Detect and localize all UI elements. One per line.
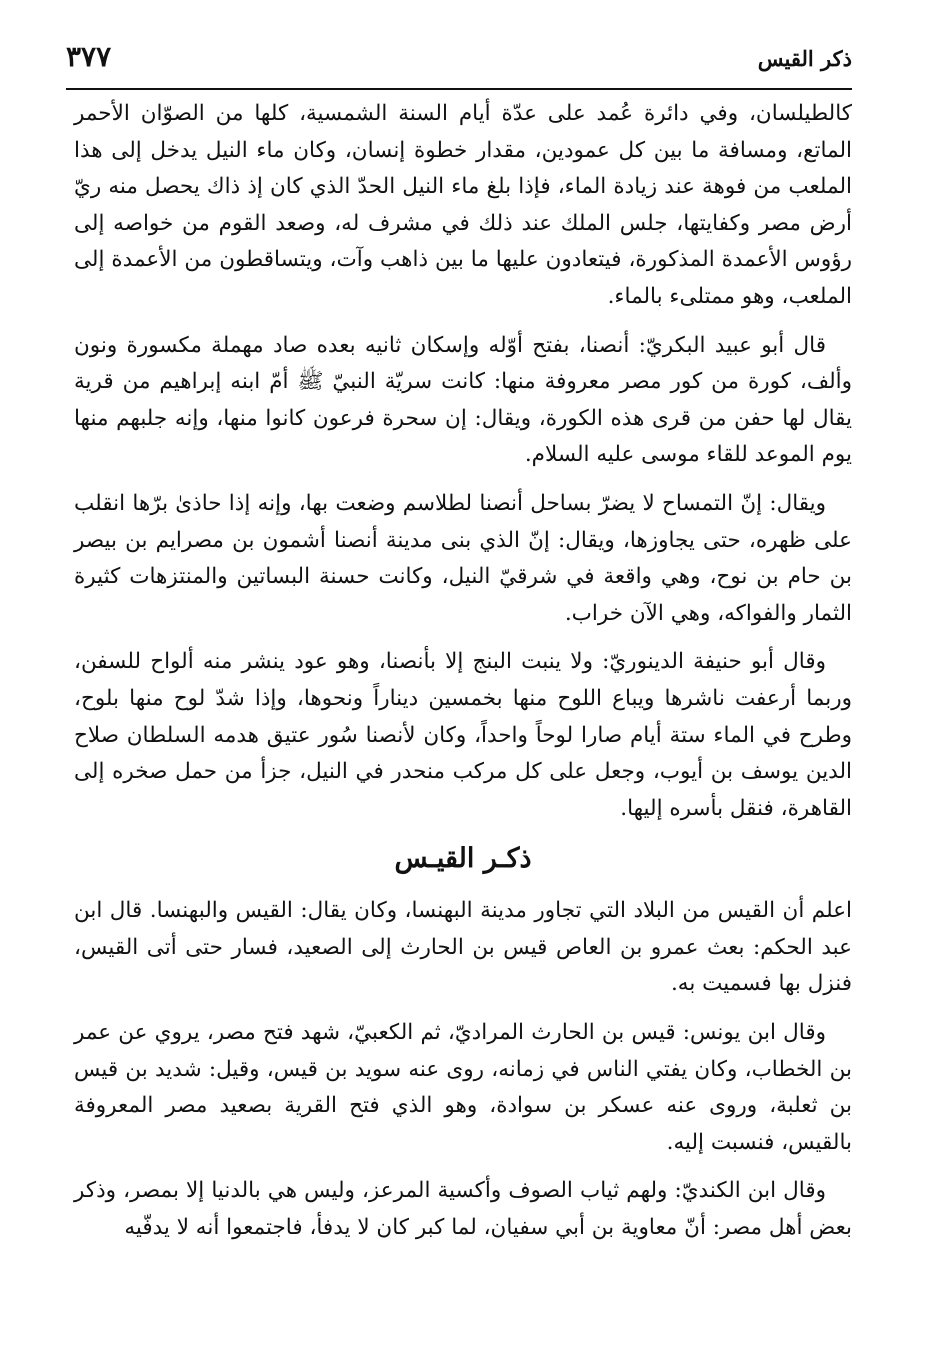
paragraph: وقال ابن يونس: قيس بن الحارث المراديّ، ثم الكعبيّ، شهد فتح مصر، يروي عن عمر بن الخطاب، وكان يفتي الناس في زمانه، روى عنه سويد بن قيس، وقيل: شديد بن قيس بن ثعلبة، وروى عنه عسكر بن سوادة، وهو الذي فتح القرية بصعيد مصر المعروفة بالقيس، فنسبت إليه. [74,1020,852,1155]
paragraph: كالطيلسان، وفي دائرة عُمد على عدّة أيام السنة الشمسية، كلها من الصوّان الأحمر الماتع، ومسافة ما بين كل عمودين، مقدار خطوة إنسان، وكان ماء النيل يدخل إلى هذا الملعب من فوهة عند زيادة الماء، فإذا بلغ ماء النيل الحدّ الذي كان إذ ذاك يحصل منه ريّ أرض مصر وكفايتها، جلس الملك عند ذلك في مشرف له، وصعد القوم من خواصه إلى رؤوس الأعمدة المذكورة، فيتعادون عليها ما بين ذاهب وآت، ويتساقطون من الأعمدة إلى الملعب، وهو ممتلىء بالماء. [74,101,852,309]
paragraph: وقال أبو حنيفة الدينوريّ: ولا ينبت البنج إلا بأنصنا، وهو عود ينشر منه ألواح للسفن، وربما أرعفت ناشرها ويباع اللوح منها بخمسين ديناراً ونحوها، وإذا شدّ لوح منها بلوح، وطرح في الماء ستة أيام صارا لوحاً واحداً، وكان لأنصنا سُور عتيق هدمه السلطان صلاح الدين يوسف بن أيوب، وجعل على كل مركب منحدر في النيل، جزأ من حمل صخره إلى القاهرة، فنقل بأسره إليها. [74,649,852,821]
page-number: ٣٧٧ [66,40,112,73]
page-header [66,40,852,88]
running-title: ذكر القيس [757,46,852,71]
page-body [74,96,852,1259]
paragraph: قال أبو عبيد البكريّ: أنصنا، بفتح أوّله وإسكان ثانيه بعده صاد مهملة مكسورة ونون وألف، كورة من كور مصر معروفة منها: كانت سريّة النبيّ ﷺ أمّ ابنه إبراهيم من قرية يقال لها حفن من قرى هذه الكورة، ويقال: إن سحرة فرعون كانوا منها، وإنه جلبهم منها يوم الموعد للقاء موسى عليه السلام. [74,332,852,468]
header-rule [66,88,852,90]
paragraph: وقال ابن الكنديّ: ولهم ثياب الصوف وأكسية المرعز، وليس هي بالدنيا إلا بمصر، وذكر بعض أهل مصر: أنّ معاوية بن أبي سفيان، لما كبر كان لا يدفأ، فاجتمعوا أنه لا يدفّيه [74,1178,852,1241]
paragraph: ويقال: إنّ التمساح لا يضرّ بساحل أنصنا لطلاسم وضعت بها، وإنه إذا حاذىٰ برّها انقلب على ظهره، حتى يجاوزها، ويقال: إنّ الذي بنى مدينة أنصنا أشمون بن مصرايم بن بيصر بن حام بن نوح، وهي واقعة في شرقيّ النيل، وكانت حسنة البساتين والمنتزهات كثيرة الثمار والفواكه، وهي الآن خراب. [74,490,852,626]
paragraph: اعلم أن القيس من البلاد التي تجاور مدينة البهنسا، وكان يقال: القيس والبهنسا. قال ابن عبد الحكم: بعث عمرو بن العاص قيس بن الحارث إلى الصعيد، فسار حتى أتى القيس، فنزل بها فسميت به. [74,898,852,997]
section-heading: ذكـر القيـس [394,843,532,875]
